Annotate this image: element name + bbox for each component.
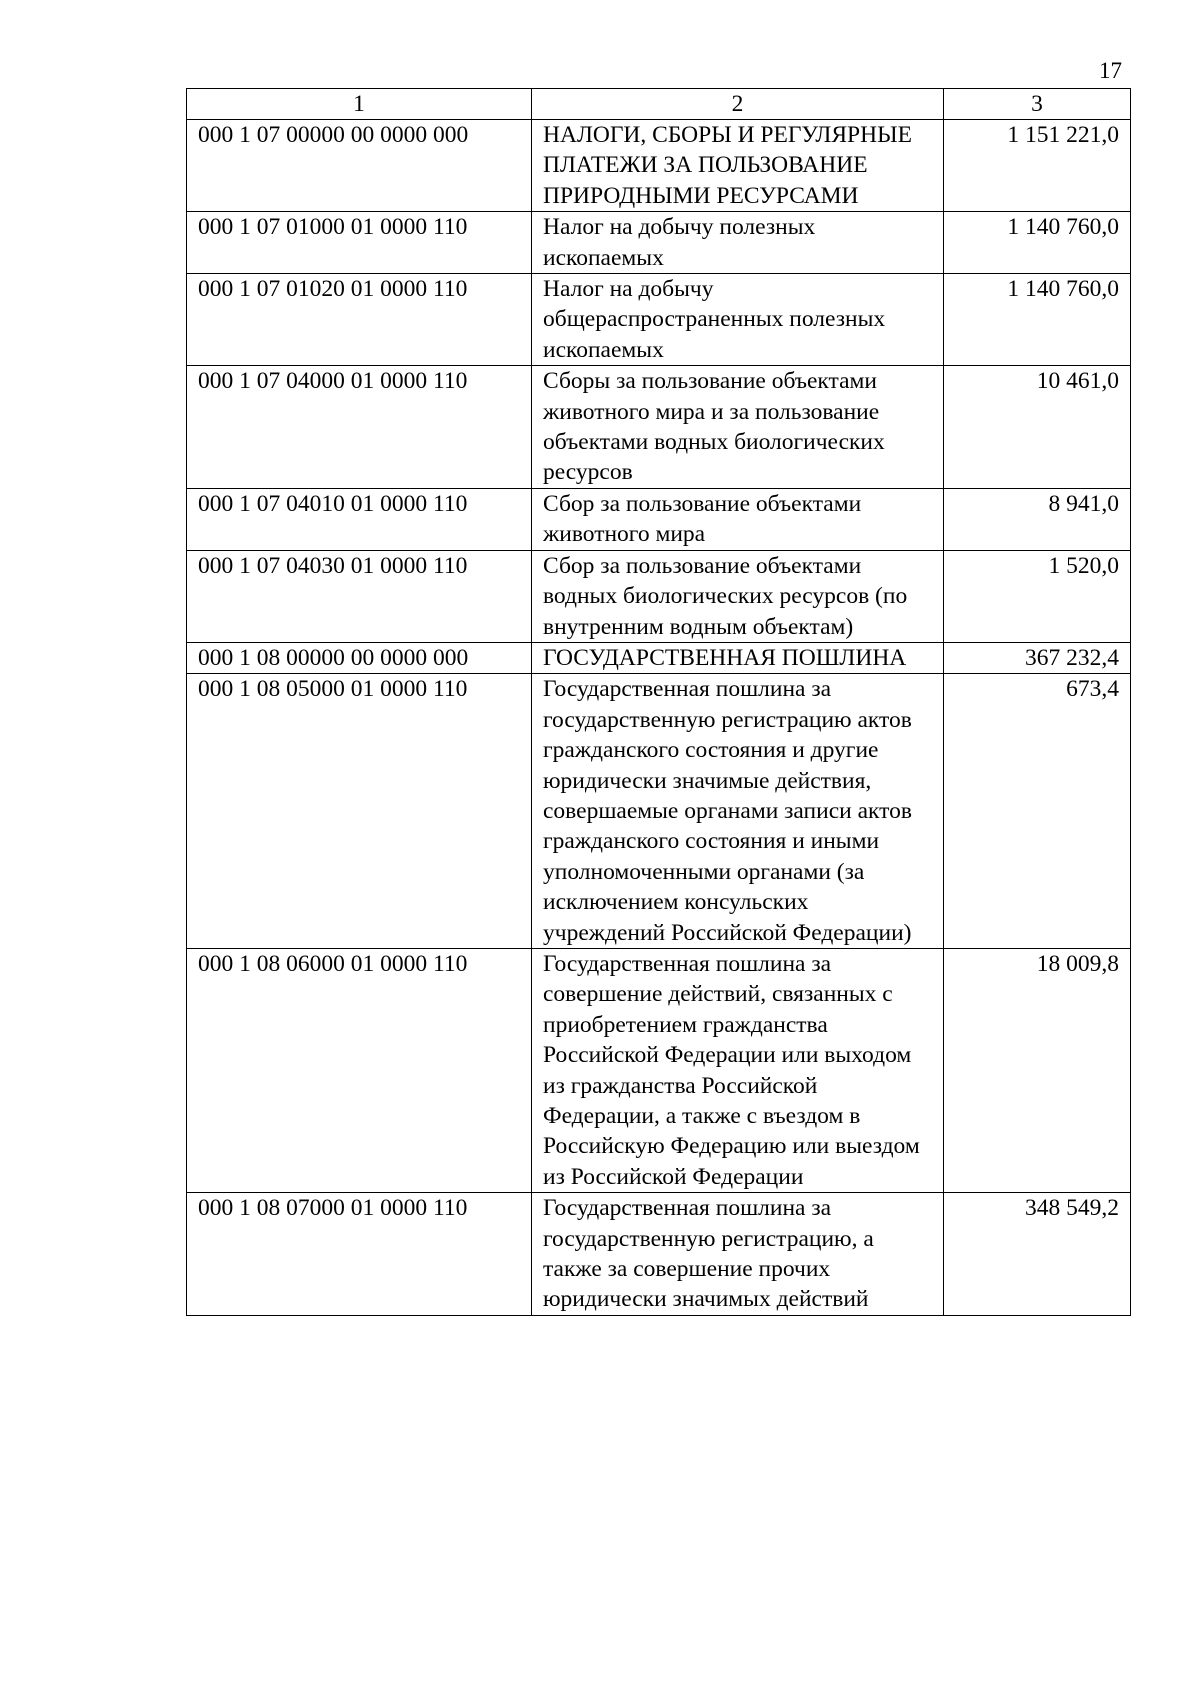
- column-header-2: 2: [532, 89, 944, 120]
- row-name: Налог на добычу общераспространенных полезных ископаемых: [532, 274, 944, 366]
- row-amount: 18 009,8: [944, 948, 1131, 1192]
- column-header-3: 3: [944, 89, 1131, 120]
- row-code: 000 1 08 07000 01 0000 110: [187, 1193, 532, 1316]
- table-row: [187, 1193, 1131, 1316]
- table-row: [187, 642, 1131, 673]
- table-row: [187, 366, 1131, 489]
- row-code: 000 1 08 05000 01 0000 110: [187, 674, 532, 949]
- table-header-row: [187, 89, 1131, 120]
- row-code: 000 1 07 01020 01 0000 110: [187, 274, 532, 366]
- row-amount: 1 151 221,0: [944, 120, 1131, 212]
- table-row: [187, 948, 1131, 1192]
- row-name: Сбор за пользование объектами водных биологических ресурсов (по внутренним водным объектам): [532, 550, 944, 642]
- row-amount: 348 549,2: [944, 1193, 1131, 1316]
- row-name: Сборы за пользование объектами животного мира и за пользование объектами водных биологических ресурсов: [532, 366, 944, 489]
- row-name: Сбор за пользование объектами животного мира: [532, 488, 944, 550]
- row-amount: 1 520,0: [944, 550, 1131, 642]
- row-name: Налог на добычу полезных ископаемых: [532, 212, 944, 274]
- row-name: Государственная пошлина за совершение действий, связанных с приобретением гражданства Российской Федерации или выходом из гражданства Российской Федерации, а также с въездом в Российскую Федерацию или выездом из Российской Федерации: [532, 948, 944, 1192]
- row-code: 000 1 07 04000 01 0000 110: [187, 366, 532, 489]
- row-code: 000 1 08 06000 01 0000 110: [187, 948, 532, 1192]
- row-code: 000 1 07 04030 01 0000 110: [187, 550, 532, 642]
- row-amount: 673,4: [944, 674, 1131, 949]
- row-amount: 8 941,0: [944, 488, 1131, 550]
- row-name: Государственная пошлина за государственную регистрацию актов гражданского состояния и другие юридически значимые действия, совершаемые органами записи актов гражданского состояния и иными уполномоченными органами (за исключением консульских учреждений Российской Федерации): [532, 674, 944, 949]
- table-row: [187, 550, 1131, 642]
- row-amount: 367 232,4: [944, 642, 1131, 673]
- table-row: [187, 674, 1131, 949]
- row-name: Государственная пошлина за государственную регистрацию, а также за совершение прочих юридически значимых действий: [532, 1193, 944, 1316]
- table-row: [187, 212, 1131, 274]
- row-amount: 1 140 760,0: [944, 212, 1131, 274]
- row-amount: 1 140 760,0: [944, 274, 1131, 366]
- row-code: 000 1 08 00000 00 0000 000: [187, 642, 532, 673]
- row-name: ГОСУДАРСТВЕННАЯ ПОШЛИНА: [532, 642, 944, 673]
- table-row: [187, 488, 1131, 550]
- table-row: [187, 120, 1131, 212]
- table-row: [187, 274, 1131, 366]
- row-code: 000 1 07 04010 01 0000 110: [187, 488, 532, 550]
- budget-table: [186, 88, 1131, 1316]
- row-name: НАЛОГИ, СБОРЫ И РЕГУЛЯРНЫЕ ПЛАТЕЖИ ЗА ПОЛЬЗОВАНИЕ ПРИРОДНЫМИ РЕСУРСАМИ: [532, 120, 944, 212]
- page-number: 17: [1099, 58, 1122, 83]
- row-code: 000 1 07 00000 00 0000 000: [187, 120, 532, 212]
- row-amount: 10 461,0: [944, 366, 1131, 489]
- column-header-1: 1: [187, 89, 532, 120]
- row-code: 000 1 07 01000 01 0000 110: [187, 212, 532, 274]
